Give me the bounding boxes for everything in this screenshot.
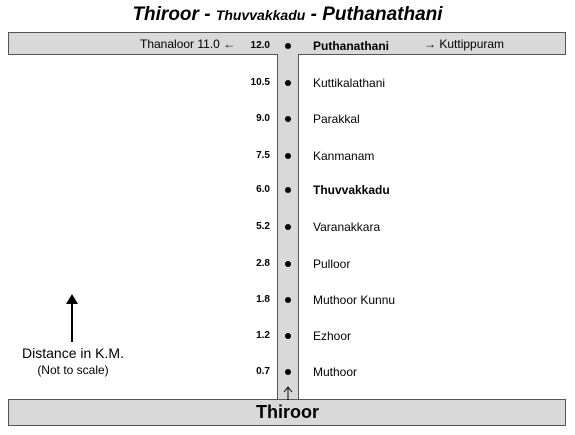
stop-marker xyxy=(285,261,291,267)
stop-name: Ezhoor xyxy=(313,329,352,343)
legend-label: Distance in K.M. xyxy=(22,345,124,361)
stop-distance: 12.0 xyxy=(250,40,270,51)
stop-name: Pulloor xyxy=(313,257,351,271)
stop-distance: 6.0 xyxy=(256,184,270,195)
direction-arrow-icon xyxy=(62,294,82,344)
stop-name: Kuttikalathani xyxy=(313,76,386,90)
stop-marker xyxy=(285,153,291,159)
legend xyxy=(18,345,128,377)
stop-marker xyxy=(285,224,291,230)
right-junction-label: Kuttippuram xyxy=(439,37,505,51)
right-junction xyxy=(424,37,504,51)
title-middle: Thuvvakkadu xyxy=(215,7,306,23)
stop-marker xyxy=(285,369,291,375)
stop-name: Muthoor xyxy=(313,365,358,379)
diagram-title xyxy=(0,4,575,26)
stop-marker xyxy=(285,297,291,303)
title-start: Thiroor - xyxy=(132,4,216,25)
stop-name: Puthanathani xyxy=(313,39,390,53)
stop-name: Muthoor Kunnu xyxy=(313,293,396,307)
left-junction xyxy=(140,37,235,51)
left-arrow-icon: ← xyxy=(223,37,236,51)
stop-marker xyxy=(285,187,291,193)
stop-distance: 1.8 xyxy=(256,294,270,305)
stop-distance: 5.2 xyxy=(256,221,270,232)
stop-distance: 10.5 xyxy=(250,77,270,88)
stop-distance: 2.8 xyxy=(256,258,270,269)
stop-name: Kanmanam xyxy=(313,149,375,163)
stop-distance: 1.2 xyxy=(256,330,270,341)
right-arrow-icon: → xyxy=(424,37,436,51)
stop-distance: 0.7 xyxy=(256,366,270,377)
stop-marker xyxy=(285,333,291,339)
stop-distance: 7.5 xyxy=(256,150,270,161)
legend-note: (Not to scale) xyxy=(37,363,109,377)
stop-name: Varanakkara xyxy=(313,220,381,234)
stop-distance: 9.0 xyxy=(256,113,270,124)
start-point-label: Thiroor xyxy=(256,402,319,422)
stop-name: Thuvvakkadu xyxy=(313,183,390,197)
stop-marker xyxy=(285,43,291,49)
left-junction-label: Thanaloor 11.0 xyxy=(140,37,220,51)
stop-marker xyxy=(285,116,291,122)
stop-marker xyxy=(285,80,291,86)
start-arrow-icon xyxy=(282,386,294,400)
title-end: - Puthanathani xyxy=(305,4,443,25)
stop-name: Parakkal xyxy=(313,112,360,126)
